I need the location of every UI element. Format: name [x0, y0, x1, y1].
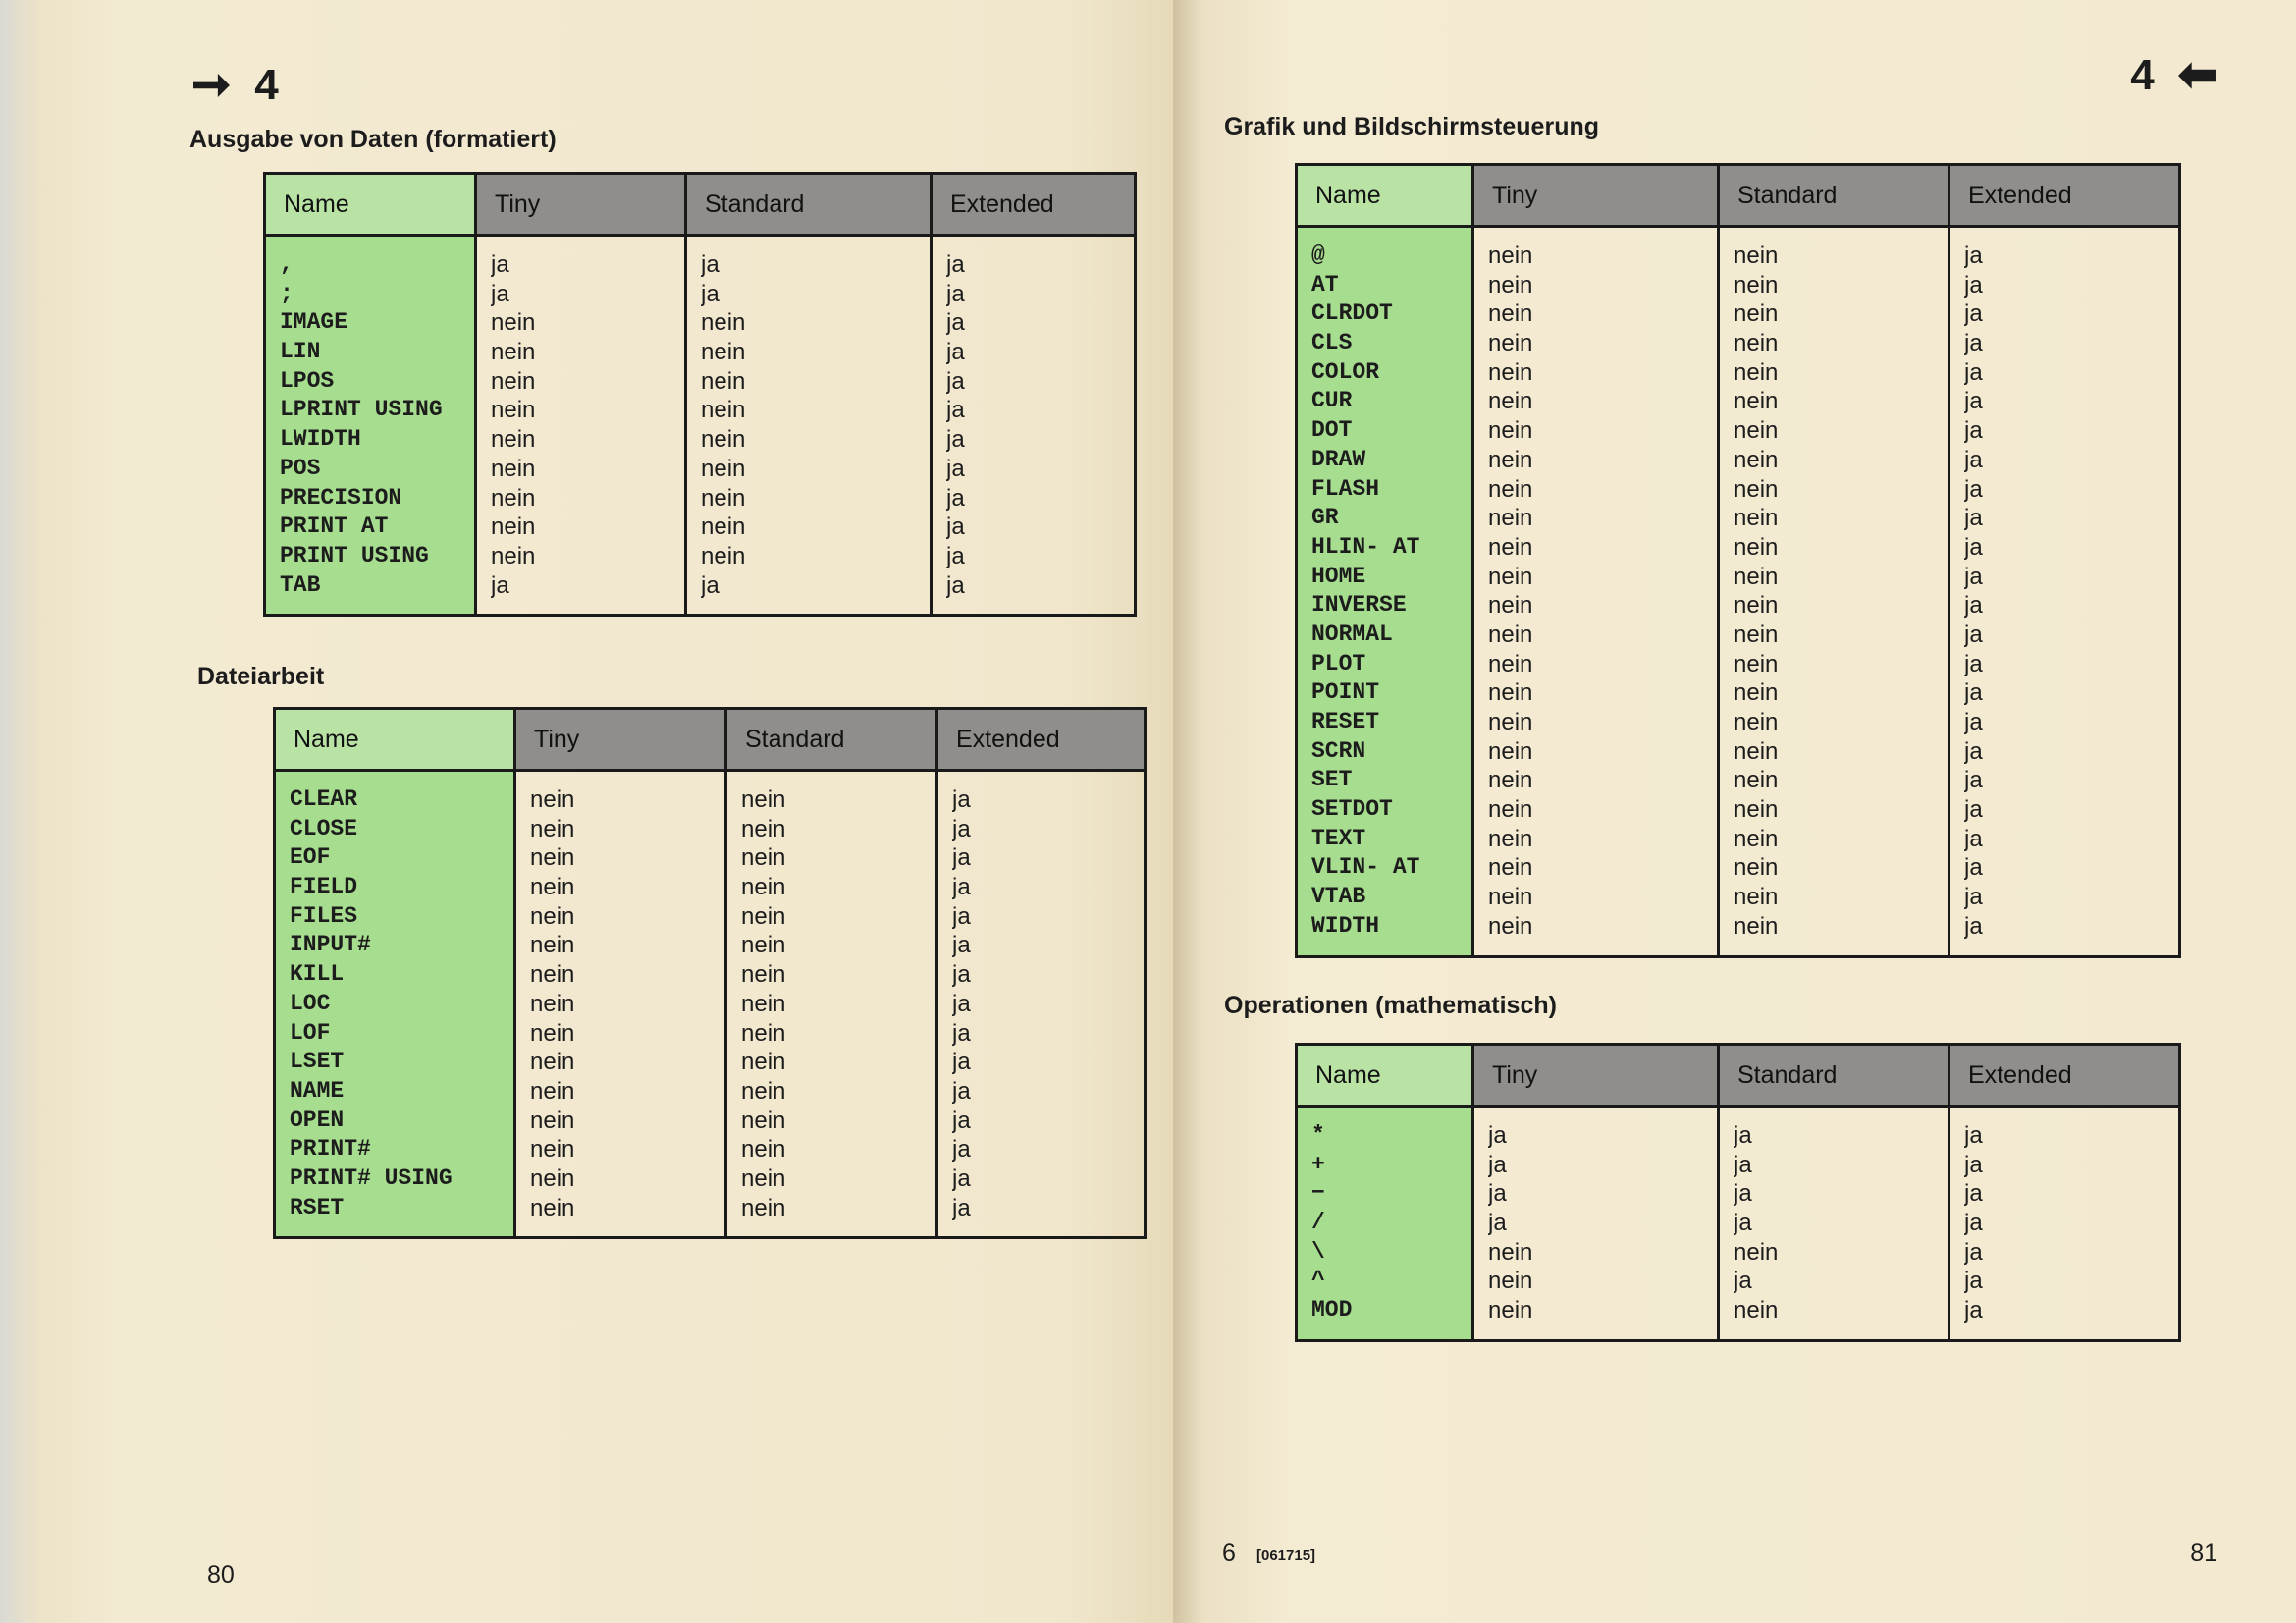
name-column [1297, 227, 1473, 957]
tiny-value: nein [491, 397, 536, 424]
command-name: ; [280, 280, 294, 306]
standard-value: nein [1734, 767, 1779, 794]
standard-value: ja [701, 251, 720, 278]
extended-value: ja [952, 932, 971, 959]
command-name: OPEN [290, 1107, 345, 1133]
tiny-value: nein [1488, 1297, 1533, 1325]
command-name: VTAB [1311, 884, 1366, 910]
section-title: Dateiarbeit [197, 663, 325, 690]
extended-value: ja [1964, 912, 1983, 940]
standard-value: nein [1734, 592, 1779, 620]
standard-value: ja [1734, 1210, 1752, 1237]
extended-value: ja [1964, 300, 1983, 328]
chapter-number: 4 [254, 61, 279, 109]
tiny-value: nein [530, 1164, 575, 1192]
extended-value: ja [1964, 388, 1983, 415]
tiny-column [1473, 1107, 1719, 1341]
extended-value: ja [952, 1049, 971, 1076]
command-name: CUR [1311, 388, 1353, 414]
standard-value: nein [1734, 388, 1779, 415]
extended-value: ja [952, 786, 971, 813]
tiny-value: nein [491, 426, 536, 454]
standard-value: nein [701, 484, 746, 512]
tiny-value: nein [530, 815, 575, 842]
extended-value: ja [1964, 505, 1983, 532]
operator-name: + [1311, 1151, 1325, 1177]
operator-name: − [1311, 1180, 1325, 1207]
command-name: INPUT# [290, 932, 371, 958]
standard-value: nein [1734, 650, 1779, 677]
standard-value: nein [1734, 300, 1779, 328]
extended-value: ja [952, 844, 971, 872]
command-name: NORMAL [1311, 621, 1393, 647]
chapter-marker-left [191, 61, 279, 110]
tiny-value: nein [1488, 912, 1533, 940]
command-name: LPOS [280, 367, 335, 394]
operator-name: / [1311, 1210, 1325, 1236]
command-name: LIN [280, 339, 321, 365]
column-header-name: Name [275, 709, 515, 771]
tiny-value: ja [1488, 1122, 1507, 1149]
standard-value: nein [701, 339, 746, 366]
standard-value: nein [741, 1194, 786, 1221]
standard-value: nein [701, 367, 746, 395]
standard-value: nein [1734, 358, 1779, 386]
extended-value: ja [952, 1194, 971, 1221]
extended-value: ja [1964, 767, 1983, 794]
tiny-value: nein [1488, 1268, 1533, 1295]
extended-value: ja [1964, 1180, 1983, 1208]
tiny-value: nein [491, 309, 536, 337]
tiny-value: nein [1488, 650, 1533, 677]
standard-value: nein [741, 1136, 786, 1163]
extended-value: ja [1964, 621, 1983, 648]
extended-value: ja [952, 1077, 971, 1105]
operator-name: MOD [1311, 1297, 1353, 1324]
standard-value: nein [701, 542, 746, 569]
command-name: HLIN- AT [1311, 533, 1420, 560]
extended-value: ja [1964, 1151, 1983, 1178]
tiny-value: nein [1488, 1238, 1533, 1266]
arrow-left-icon: ⬅ [2177, 49, 2217, 101]
standard-value: nein [1734, 563, 1779, 590]
operator-name: ^ [1311, 1268, 1325, 1294]
column-header-extended: Extended [1949, 165, 2180, 227]
extended-value: ja [1964, 563, 1983, 590]
tiny-value: nein [1488, 446, 1533, 473]
tiny-value: nein [491, 514, 536, 541]
extended-value: ja [946, 571, 965, 599]
command-name: @ [1311, 243, 1325, 268]
standard-value: nein [1734, 709, 1779, 735]
command-name: PRINT USING [280, 542, 429, 568]
extended-value: ja [1964, 679, 1983, 707]
standard-value: nein [1734, 533, 1779, 561]
extended-column [1949, 1107, 2180, 1341]
command-name: PRINT# USING [290, 1164, 453, 1191]
tiny-value: nein [1488, 737, 1533, 765]
extended-value: ja [946, 426, 965, 454]
table-operationen [1295, 1043, 2181, 1342]
command-name: LOF [290, 1019, 331, 1046]
standard-value: nein [741, 1107, 786, 1134]
command-name: VLIN- AT [1311, 854, 1420, 881]
command-name: CLEAR [290, 786, 358, 812]
tiny-value: nein [530, 1194, 575, 1221]
tiny-value: nein [1488, 300, 1533, 328]
tiny-value: nein [530, 902, 575, 930]
tiny-column [476, 236, 686, 616]
extended-value: ja [952, 1164, 971, 1192]
tiny-value: nein [1488, 417, 1533, 445]
tiny-value: nein [530, 1049, 575, 1076]
command-name: TEXT [1311, 825, 1366, 851]
name-column [275, 771, 515, 1238]
footer-sheet-number: 6 [1222, 1540, 1236, 1567]
extended-value: ja [1964, 533, 1983, 561]
tiny-value: nein [530, 1077, 575, 1105]
standard-column [1719, 227, 1949, 957]
extended-value: ja [946, 251, 965, 278]
standard-value: nein [1734, 330, 1779, 357]
column-header-tiny: Tiny [515, 709, 726, 771]
standard-value: nein [701, 455, 746, 482]
standard-value: nein [1734, 912, 1779, 940]
standard-value: nein [741, 1049, 786, 1076]
extended-value: ja [1964, 475, 1983, 503]
command-name: COLOR [1311, 358, 1380, 385]
section-title: Ausgabe von Daten (formatiert) [189, 126, 557, 153]
extended-value: ja [1964, 1210, 1983, 1237]
tiny-value: nein [530, 1107, 575, 1134]
column-header-tiny: Tiny [476, 174, 686, 236]
extended-value: ja [1964, 1238, 1983, 1266]
tiny-value: ja [1488, 1151, 1507, 1178]
standard-value: ja [701, 571, 720, 599]
command-name: NAME [290, 1077, 345, 1104]
extended-value: ja [946, 397, 965, 424]
command-name: PRINT# [290, 1136, 371, 1163]
command-name: FILES [290, 902, 358, 929]
standard-value: nein [741, 815, 786, 842]
tiny-value: nein [1488, 505, 1533, 532]
command-name: FLASH [1311, 475, 1380, 502]
command-name: DRAW [1311, 446, 1366, 472]
extended-value: ja [1964, 1122, 1983, 1149]
tiny-value: nein [1488, 592, 1533, 620]
tiny-value: nein [1488, 330, 1533, 357]
standard-value: nein [1734, 1238, 1779, 1266]
command-name: POS [280, 455, 321, 481]
tiny-value: nein [491, 339, 536, 366]
standard-value: nein [1734, 796, 1779, 824]
column-header-standard: Standard [1719, 165, 1949, 227]
command-name: SETDOT [1311, 796, 1393, 823]
tiny-value: nein [530, 874, 575, 901]
extended-value: ja [1964, 796, 1983, 824]
command-name: CLOSE [290, 815, 358, 841]
standard-value: nein [1734, 446, 1779, 473]
extended-value: ja [952, 1019, 971, 1047]
extended-column [1949, 227, 2180, 957]
extended-value: ja [946, 367, 965, 395]
standard-value: ja [1734, 1151, 1752, 1178]
command-name: IMAGE [280, 309, 348, 336]
column-header-extended: Extended [937, 709, 1146, 771]
standard-column [686, 236, 932, 616]
extended-value: ja [1964, 650, 1983, 677]
tiny-value: nein [1488, 475, 1533, 503]
command-name: LOC [290, 990, 331, 1016]
extended-value: ja [1964, 358, 1983, 386]
extended-value: ja [1964, 1268, 1983, 1295]
command-name: POINT [1311, 679, 1380, 706]
command-name: CLS [1311, 330, 1353, 356]
tiny-value: ja [491, 280, 509, 307]
command-name: TAB [280, 571, 321, 598]
tiny-value: nein [1488, 709, 1533, 735]
standard-value: nein [1734, 825, 1779, 852]
standard-value: nein [741, 844, 786, 872]
extended-value: ja [1964, 417, 1983, 445]
tiny-value: nein [530, 990, 575, 1017]
column-header-tiny: Tiny [1473, 1045, 1719, 1107]
extended-value: ja [946, 309, 965, 337]
section-title: Operationen (mathematisch) [1224, 992, 1557, 1019]
column-header-extended: Extended [932, 174, 1136, 236]
standard-value: nein [1734, 737, 1779, 765]
command-name: INVERSE [1311, 592, 1407, 619]
standard-value: ja [1734, 1268, 1752, 1295]
right-page [1173, 0, 2296, 1623]
tiny-value: ja [491, 251, 509, 278]
extended-value: ja [1964, 592, 1983, 620]
tiny-value: nein [1488, 796, 1533, 824]
standard-column [1719, 1107, 1949, 1341]
column-header-standard: Standard [726, 709, 937, 771]
standard-value: nein [1734, 417, 1779, 445]
standard-value: nein [701, 514, 746, 541]
standard-value: nein [741, 961, 786, 989]
standard-value: ja [1734, 1122, 1752, 1149]
standard-value: nein [1734, 243, 1779, 269]
tiny-value: nein [530, 932, 575, 959]
tiny-value: nein [1488, 854, 1533, 882]
command-name: WIDTH [1311, 912, 1380, 939]
tiny-value: nein [1488, 271, 1533, 298]
extended-value: ja [1964, 243, 1983, 269]
command-name: LPRINT USING [280, 397, 443, 423]
extended-value: ja [946, 339, 965, 366]
standard-value: nein [1734, 271, 1779, 298]
page-number: 80 [207, 1561, 235, 1589]
tiny-value: nein [1488, 358, 1533, 386]
tiny-value: nein [1488, 563, 1533, 590]
tiny-value: nein [1488, 825, 1533, 852]
tiny-value: nein [1488, 767, 1533, 794]
section-title: Grafik und Bildschirmsteuerung [1224, 113, 1600, 140]
chapter-number: 4 [2130, 51, 2155, 99]
extended-value: ja [1964, 271, 1983, 298]
extended-value: ja [952, 961, 971, 989]
standard-value: ja [1734, 1180, 1752, 1208]
table-dateiarbeit [273, 707, 1147, 1239]
command-name: RSET [290, 1194, 345, 1220]
page-number: 81 [2190, 1540, 2217, 1567]
arrow-right-icon: ➞ [191, 59, 232, 111]
command-name: GR [1311, 505, 1339, 531]
column-header-name: Name [1297, 1045, 1473, 1107]
command-name: EOF [290, 844, 331, 871]
tiny-value: nein [1488, 243, 1533, 269]
extended-value: ja [946, 542, 965, 569]
tiny-column [515, 771, 726, 1238]
extended-value: ja [952, 815, 971, 842]
extended-value: ja [1964, 884, 1983, 911]
extended-value: ja [952, 902, 971, 930]
standard-value: nein [1734, 1297, 1779, 1325]
extended-value: ja [1964, 1297, 1983, 1325]
extended-column [932, 236, 1136, 616]
standard-value: nein [701, 309, 746, 337]
standard-value: nein [1734, 854, 1779, 882]
command-name: PRECISION [280, 484, 402, 511]
name-column [1297, 1107, 1473, 1341]
command-name: PRINT AT [280, 514, 389, 540]
operator-name: \ [1311, 1238, 1325, 1265]
table-grafik [1295, 163, 2181, 958]
standard-value: nein [1734, 475, 1779, 503]
extended-value: ja [1964, 709, 1983, 735]
command-name: LSET [290, 1049, 345, 1075]
command-name: , [280, 251, 294, 277]
command-name: HOME [1311, 563, 1366, 589]
standard-value: nein [701, 397, 746, 424]
standard-value: nein [741, 786, 786, 813]
command-name: SCRN [1311, 737, 1366, 764]
extended-value: ja [952, 874, 971, 901]
standard-value: nein [741, 932, 786, 959]
tiny-value: nein [530, 786, 575, 813]
column-header-extended: Extended [1949, 1045, 2180, 1107]
standard-value: ja [701, 280, 720, 307]
column-header-name: Name [1297, 165, 1473, 227]
tiny-value: nein [1488, 621, 1533, 648]
operator-name: * [1311, 1122, 1325, 1148]
name-column [265, 236, 476, 616]
tiny-value: nein [491, 484, 536, 512]
tiny-value: ja [1488, 1210, 1507, 1237]
command-name: SET [1311, 767, 1353, 793]
command-name: FIELD [290, 874, 358, 900]
tiny-value: nein [530, 844, 575, 872]
column-header-tiny: Tiny [1473, 165, 1719, 227]
command-name: KILL [290, 961, 345, 988]
extended-value: ja [946, 484, 965, 512]
extended-value: ja [946, 455, 965, 482]
tiny-value: nein [530, 1019, 575, 1047]
tiny-value: nein [1488, 884, 1533, 911]
command-name: PLOT [1311, 650, 1366, 676]
extended-value: ja [952, 1136, 971, 1163]
chapter-marker-right [2130, 51, 2217, 100]
command-name: LWIDTH [280, 426, 361, 453]
extended-value: ja [1964, 854, 1983, 882]
standard-value: nein [741, 1164, 786, 1192]
extended-value: ja [1964, 737, 1983, 765]
tiny-value: ja [491, 571, 509, 599]
command-name: AT [1311, 271, 1339, 298]
tiny-value: nein [530, 961, 575, 989]
tiny-value: nein [491, 542, 536, 569]
tiny-value: nein [1488, 533, 1533, 561]
tiny-value: ja [1488, 1180, 1507, 1208]
table-ausgabe [263, 172, 1137, 617]
extended-value: ja [1964, 825, 1983, 852]
standard-value: nein [1734, 621, 1779, 648]
standard-value: nein [741, 1077, 786, 1105]
tiny-value: nein [491, 455, 536, 482]
extended-column [937, 771, 1146, 1238]
command-name: CLRDOT [1311, 300, 1393, 327]
extended-value: ja [946, 280, 965, 307]
standard-value: nein [741, 1019, 786, 1047]
extended-value: ja [952, 1107, 971, 1134]
column-header-standard: Standard [1719, 1045, 1949, 1107]
command-name: RESET [1311, 709, 1380, 734]
column-header-standard: Standard [686, 174, 932, 236]
extended-value: ja [952, 990, 971, 1017]
tiny-value: nein [1488, 388, 1533, 415]
tiny-value: nein [1488, 679, 1533, 707]
standard-value: nein [1734, 505, 1779, 532]
print-code: [061715] [1256, 1547, 1316, 1564]
standard-value: nein [701, 426, 746, 454]
standard-value: nein [1734, 679, 1779, 707]
extended-value: ja [946, 514, 965, 541]
column-header-name: Name [265, 174, 476, 236]
tiny-value: nein [530, 1136, 575, 1163]
standard-value: nein [1734, 884, 1779, 911]
command-name: DOT [1311, 417, 1353, 444]
extended-value: ja [1964, 446, 1983, 473]
standard-value: nein [741, 874, 786, 901]
standard-value: nein [741, 902, 786, 930]
extended-value: ja [1964, 330, 1983, 357]
tiny-value: nein [491, 367, 536, 395]
standard-value: nein [741, 990, 786, 1017]
standard-column [726, 771, 937, 1238]
tiny-column [1473, 227, 1719, 957]
